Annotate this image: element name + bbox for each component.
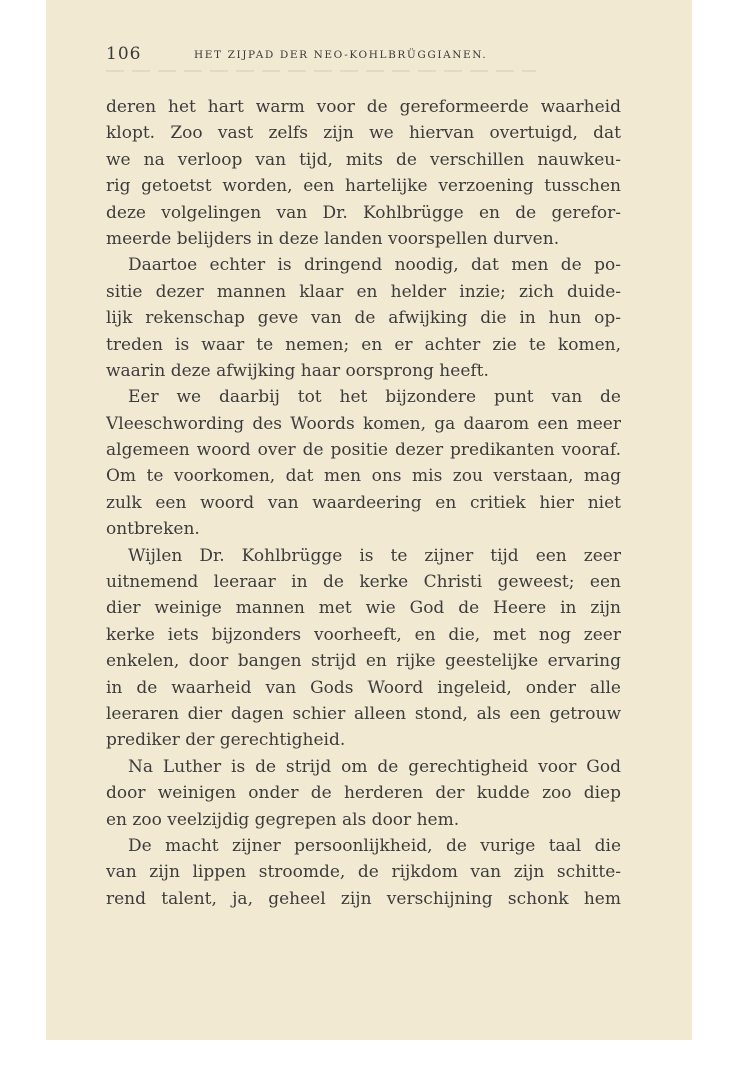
text-line: van zijn lippen stroomde, de rijkdom van zijn schitte- <box>106 862 621 883</box>
paragraph <box>106 252 621 384</box>
text-line: treden is waar te nemen; en er achter zie te komen, <box>106 334 621 355</box>
text-line: algemeen woord over de positie dezer predikanten vooraf. <box>106 440 621 461</box>
text-line: leeraren dier dagen schier alleen stond, als een getrouw <box>106 703 621 724</box>
page-number: 106 <box>106 44 142 64</box>
text-line: meerde belijders in deze landen voorspellen durven. <box>106 228 560 249</box>
paragraph <box>106 833 621 912</box>
text-line: zulk een woord van waardeering en critiek hier niet <box>106 492 621 513</box>
text-line: klopt. Zoo vast zelfs zijn we hiervan overtuigd, dat <box>106 123 621 144</box>
text-line: Vleeschwording des Woords komen, ga daarom een meer <box>106 413 621 434</box>
text-line: in de waarheid van Gods Woord ingeleid, onder alle <box>106 677 621 698</box>
text-line: kerke iets bijzonders voorheeft, en die, met nog zeer <box>106 624 621 645</box>
text-line: door weinigen onder de herderen der kudde zoo diep <box>106 783 621 804</box>
text-line: rend talent, ja, geheel zijn verschijning schonk hem <box>106 888 621 909</box>
text-line: Na Luther is de strijd om de gerechtigheid voor God <box>128 756 621 777</box>
text-line: sitie dezer mannen klaar en helder inzie; zich duide- <box>106 281 621 302</box>
page-header <box>106 44 626 68</box>
body-text <box>106 94 621 912</box>
paragraph <box>106 94 621 252</box>
text-line: Wijlen Dr. Kohlbrügge is te zijner tijd een zeer <box>128 545 621 566</box>
running-title: HET ZIJPAD DER NEO-KOHLBRÜGGIANEN. <box>194 49 488 61</box>
text-line: Om te voorkomen, dat men ons mis zou verstaan, mag <box>106 466 621 487</box>
text-line: deren het hart warm voor de gereformeerde waarheid <box>106 97 621 117</box>
paragraph <box>106 384 621 542</box>
text-line: ontbreken. <box>106 519 200 540</box>
text-line: prediker der gerechtigheid. <box>106 730 346 751</box>
text-line: dier weinige mannen met wie God de Heere in zijn <box>106 598 621 619</box>
text-line: we na verloop van tijd, mits de verschillen nauwkeu- <box>106 149 621 170</box>
show-through-text <box>106 70 536 72</box>
text-line: uitnemend leeraar in de kerke Christi geweest; een <box>106 572 621 593</box>
text-line: waarin deze afwijking haar oorsprong heeft. <box>106 360 489 381</box>
text-line: deze volgelingen van Dr. Kohlbrügge en de gerefor- <box>106 202 621 223</box>
text-line: enkelen, door bangen strijd en rijke geestelijke ervaring <box>106 651 621 672</box>
text-line: Daartoe echter is dringend noodig, dat men de po- <box>128 255 621 276</box>
paragraph <box>106 543 621 754</box>
text-line: rig getoetst worden, een hartelijke verzoening tusschen <box>106 176 621 197</box>
paragraph <box>106 754 621 833</box>
text-line: lijk rekenschap geve van de afwijking die in hun op- <box>106 308 621 329</box>
text-line: Eer we daarbij tot het bijzondere punt van de <box>128 387 621 408</box>
text-line: De macht zijner persoonlijkheid, de vurige taal die <box>128 835 621 856</box>
text-line: en zoo veelzijdig gegrepen als door hem. <box>106 809 460 830</box>
